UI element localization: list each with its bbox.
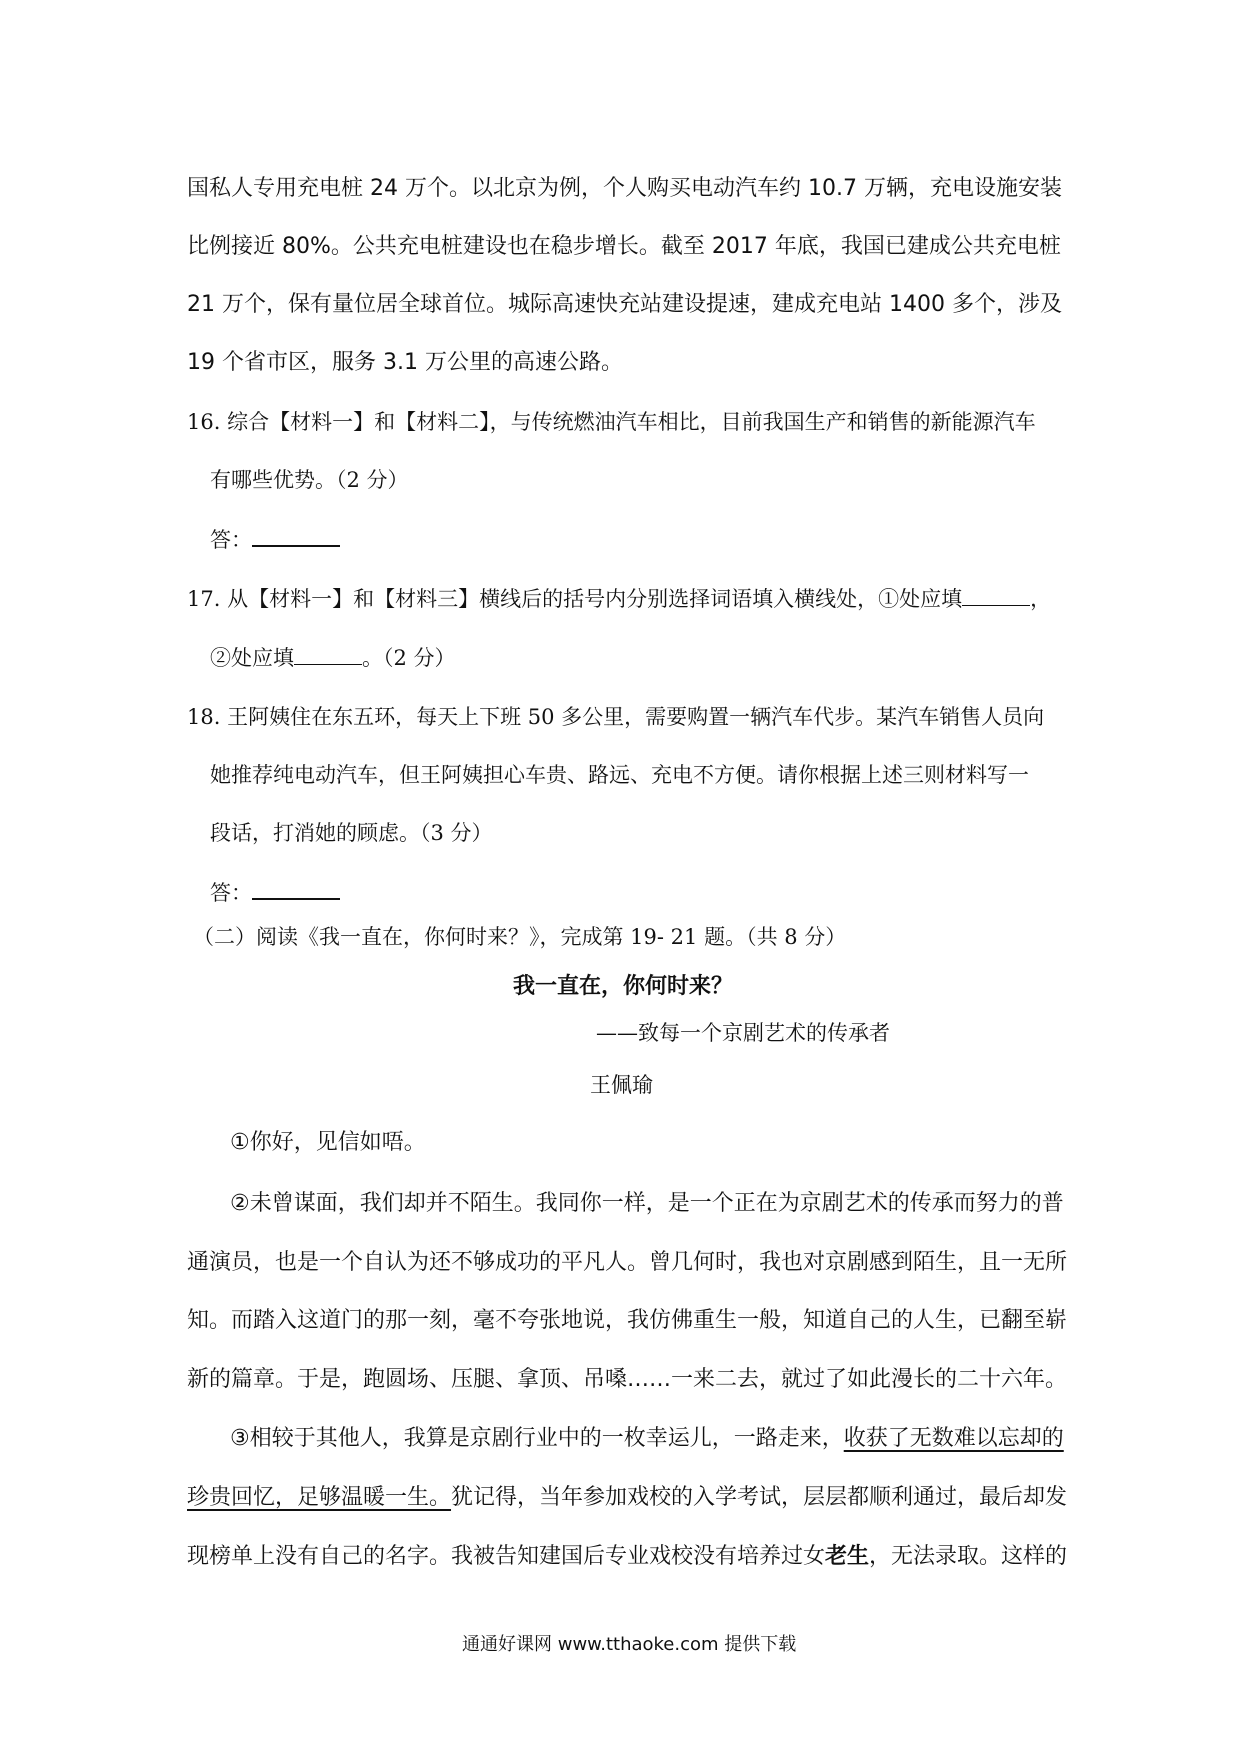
- article-p2-line-3: 知。而踏入这道门的那一刻，毫不夸张地说，我仿佛重生一般，知道自己的人生，已翻至崭: [187, 1308, 1068, 1333]
- article-paragraph-1: ①你好，见信如唔。: [230, 1130, 426, 1155]
- q18-answer-blank[interactable]: [252, 878, 340, 900]
- article-p3-underlined-2: 珍贵回忆，足够温暖一生。: [187, 1485, 452, 1510]
- article-subtitle: ——致每一个京剧艺术的传承者: [596, 1021, 890, 1045]
- q17-line-1-end: ，: [1030, 587, 1052, 611]
- section2-heading: （二）阅读《我一直在，你何时来？》，完成第 19- 21 题。（共 8 分）: [193, 925, 847, 949]
- q17-line-2-end: 。（2 分）: [362, 646, 456, 670]
- page-footer: 通通好课网 www.tthaoke.com 提供下载: [462, 1634, 797, 1655]
- article-p2-line-2: 通演员，也是一个自认为还不够成功的平凡人。曾几何时，我也对京剧感到陌生，且一无所: [187, 1250, 1068, 1275]
- article-p3-line-2: [187, 1483, 1067, 1513]
- article-p3-line-3-end: ，无法录取。这样的: [869, 1544, 1068, 1569]
- q17-line-1-text: 17. 从【材料一】和【材料三】横线后的括号内分别选择词语填入横线处，①处应填: [187, 587, 963, 611]
- article-p3-line-3: [187, 1542, 1067, 1572]
- q18-line-2: 她推荐纯电动汽车，但王阿姨担心车贵、路远、充电不方便。请你根据上述三则材料写一: [210, 763, 1029, 787]
- q16-answer-blank[interactable]: [252, 525, 340, 547]
- q17-line-2-text: ②处应填: [210, 646, 294, 670]
- article-author: 王佩瑜: [590, 1073, 653, 1097]
- article-p2-line-1: ②未曾谋面，我们却并不陌生。我同你一样，是一个正在为京剧艺术的传承而努力的普: [230, 1191, 1064, 1216]
- q16-answer-label: 答：: [210, 528, 252, 552]
- article-p3-underlined-1: 收获了无数难以忘却的: [843, 1426, 1064, 1451]
- q18-answer-label: 答：: [210, 881, 252, 905]
- article-p3-line-2-text: 犹记得，当年参加戏校的入学考试，层层都顺利通过，最后却发: [451, 1485, 1068, 1510]
- q17-line-1: [187, 584, 1051, 614]
- article-p3-line-1: [230, 1424, 1064, 1454]
- article-p3-bold-term: 老生: [825, 1544, 870, 1569]
- article-title: 我一直在，你何时来？: [513, 974, 734, 999]
- material3-line-3: 21 万个，保有量位居全球首位。城际高速快充站建设提速，建成充电站 1400 多个，涉及: [187, 292, 1062, 317]
- q17-line-2: [210, 643, 456, 673]
- q17-blank-1[interactable]: [962, 585, 1030, 606]
- material3-line-4: 19 个省市区，服务 3.1 万公里的高速公路。: [187, 350, 623, 375]
- article-p2-line-4: 新的篇章。于是，跑圆场、压腿、拿顶、吊嗓……一来二去，就过了如此漫长的二十六年。: [187, 1367, 1068, 1392]
- q16-answer: [210, 525, 340, 555]
- material3-line-2: 比例接近 80%。公共充电桩建设也在稳步增长。截至 2017 年底，我国已建成公共充电桩: [187, 234, 1061, 259]
- q17-blank-2[interactable]: [294, 644, 362, 665]
- q18-line-3: 段话，打消她的顾虑。（3 分）: [210, 821, 493, 845]
- q18-answer: [210, 878, 340, 908]
- article-p3-line-3-text: 现榜单上没有自己的名字。我被告知建国后专业戏校没有培养过女: [187, 1544, 826, 1569]
- q16-line-1: 16. 综合【材料一】和【材料二】，与传统燃油汽车相比，目前我国生产和销售的新能源汽车: [187, 410, 1036, 434]
- material3-line-1: 国私人专用充电桩 24 万个。以北京为例，个人购买电动汽车约 10.7 万辆，充电设施安装: [187, 176, 1062, 201]
- q16-line-2: 有哪些优势。（2 分）: [210, 468, 409, 492]
- article-p3-line-1-text: ③相较于其他人，我算是京剧行业中的一枚幸运儿，一路走来，: [230, 1426, 844, 1451]
- q18-line-1: 18. 王阿姨住在东五环，每天上下班 50 多公里，需要购置一辆汽车代步。某汽车销售人员向: [187, 705, 1045, 729]
